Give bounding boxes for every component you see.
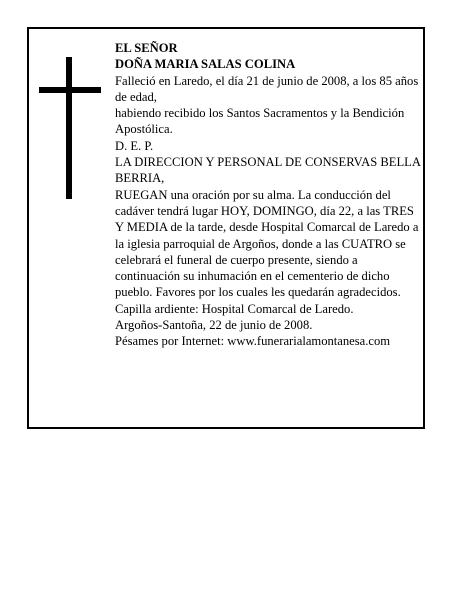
obituary-notice bbox=[27, 27, 425, 429]
notice-heading-title: EL SEÑOR bbox=[115, 41, 178, 55]
funeral-details: RUEGAN una oración por su alma. La conducción del cadáver tendrá lugar HOY, DOMINGO, día 22, a las TRES Y MEDIA de la tarde, desde Hospital Comarcal de Laredo a la iglesia parroquial de Argoños, donde a las CUATRO se celebrará el funeral de cuerpo presente, siendo a continuación su inhumación en el cementerio de dicho pueblo. Favores por los cuales les quedarán agradecidos. Capilla ardiente: Hospital Comarcal de Laredo. bbox=[115, 187, 419, 316]
rip-line: D. E. P. bbox=[115, 138, 154, 153]
company-line: LA DIRECCION Y PERSONAL DE CONSERVAS BELLA BERRIA, bbox=[115, 155, 421, 186]
place-date-line: Argoños-Santoña, 22 de junio de 2008. bbox=[115, 318, 313, 333]
condolences-line: Pésames por Internet: www.funerarialamontanesa.com bbox=[115, 334, 391, 349]
sacraments-info: habiendo recibido los Santos Sacramentos y la Bendición Apostólica. bbox=[115, 106, 405, 137]
deceased-name: DOÑA MARIA SALAS COLINA bbox=[115, 57, 296, 72]
death-info: Falleció en Laredo, el día 21 de junio de 2008, a los 85 años de edad, bbox=[115, 73, 419, 104]
notice-text bbox=[115, 40, 421, 350]
cross-icon bbox=[39, 57, 101, 199]
